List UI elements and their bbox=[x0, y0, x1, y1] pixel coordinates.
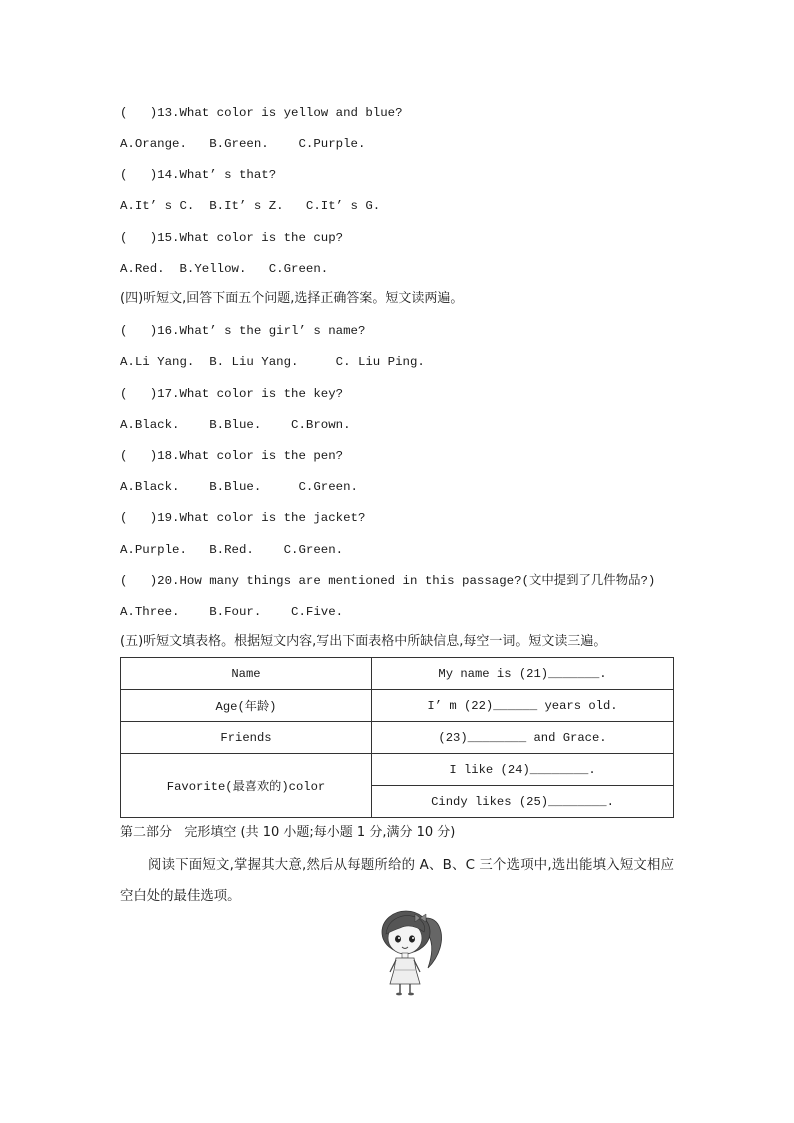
table-row bbox=[121, 658, 674, 690]
table-row bbox=[121, 754, 674, 786]
table-row bbox=[121, 690, 674, 722]
section-4-title: (四)听短文,回答下面五个问题,选择正确答案。短文读两遍。 bbox=[120, 291, 464, 306]
question-13-options: A.Orange. B.Green. C.Purple. bbox=[120, 137, 366, 151]
question-14: ( )14.What’ s that? bbox=[120, 168, 277, 182]
question-15: ( )15.What color is the cup? bbox=[120, 231, 344, 245]
section-5-title: (五)听短文填表格。根据短文内容,写出下面表格中所缺信息,每空一词。短文读三遍。 bbox=[120, 634, 607, 649]
part-2-instruction: 阅读下面短文,掌握其大意,然后从每题所给的 A、B、C 三个选项中,选出能填入短文相应空白处的最佳选项。 bbox=[120, 858, 674, 904]
question-16-options: A.Li Yang. B. Liu Yang. C. Liu Ping. bbox=[120, 355, 425, 369]
question-17-options: A.Black. B.Blue. C.Brown. bbox=[120, 418, 351, 432]
cartoon-girl-icon bbox=[376, 908, 446, 996]
question-17: ( )17.What color is the key? bbox=[120, 387, 344, 401]
question-20-options: A.Three. B.Four. C.Five. bbox=[120, 605, 344, 619]
friends-value-cell: (23)________ and Grace. bbox=[372, 722, 674, 754]
info-table bbox=[120, 657, 674, 818]
question-16: ( )16.What’ s the girl’ s name? bbox=[120, 324, 366, 338]
name-label-cell: Name bbox=[121, 658, 372, 690]
friends-label-cell: Friends bbox=[121, 722, 372, 754]
table-row bbox=[121, 722, 674, 754]
question-19: ( )19.What color is the jacket? bbox=[120, 511, 366, 525]
question-13: ( )13.What color is yellow and blue? bbox=[120, 106, 403, 120]
question-15-options: A.Red. B.Yellow. C.Green. bbox=[120, 262, 329, 276]
question-19-options: A.Purple. B.Red. C.Green. bbox=[120, 543, 344, 557]
color-value-cell-1: I like (24)________. bbox=[372, 754, 674, 786]
part-2-title: 第二部分 完形填空 (共 10 小题;每小题 1 分,满分 10 分) bbox=[120, 825, 456, 840]
age-label-cell: Age(年龄) bbox=[121, 690, 372, 722]
question-14-options: A.It’ s C. B.It’ s Z. C.It’ s G. bbox=[120, 199, 381, 213]
color-value-cell-2: Cindy likes (25)________. bbox=[372, 786, 674, 818]
question-18-options: A.Black. B.Blue. C.Green. bbox=[120, 480, 358, 494]
question-18: ( )18.What color is the pen? bbox=[120, 449, 344, 463]
age-value-cell: I’ m (22)______ years old. bbox=[372, 690, 674, 722]
name-value-cell: My name is (21)_______. bbox=[372, 658, 674, 690]
color-label-cell: Favorite(最喜欢的)color bbox=[121, 754, 372, 818]
question-20: ( )20.How many things are mentioned in this passage?(文中提到了几件物品?) bbox=[120, 574, 656, 588]
